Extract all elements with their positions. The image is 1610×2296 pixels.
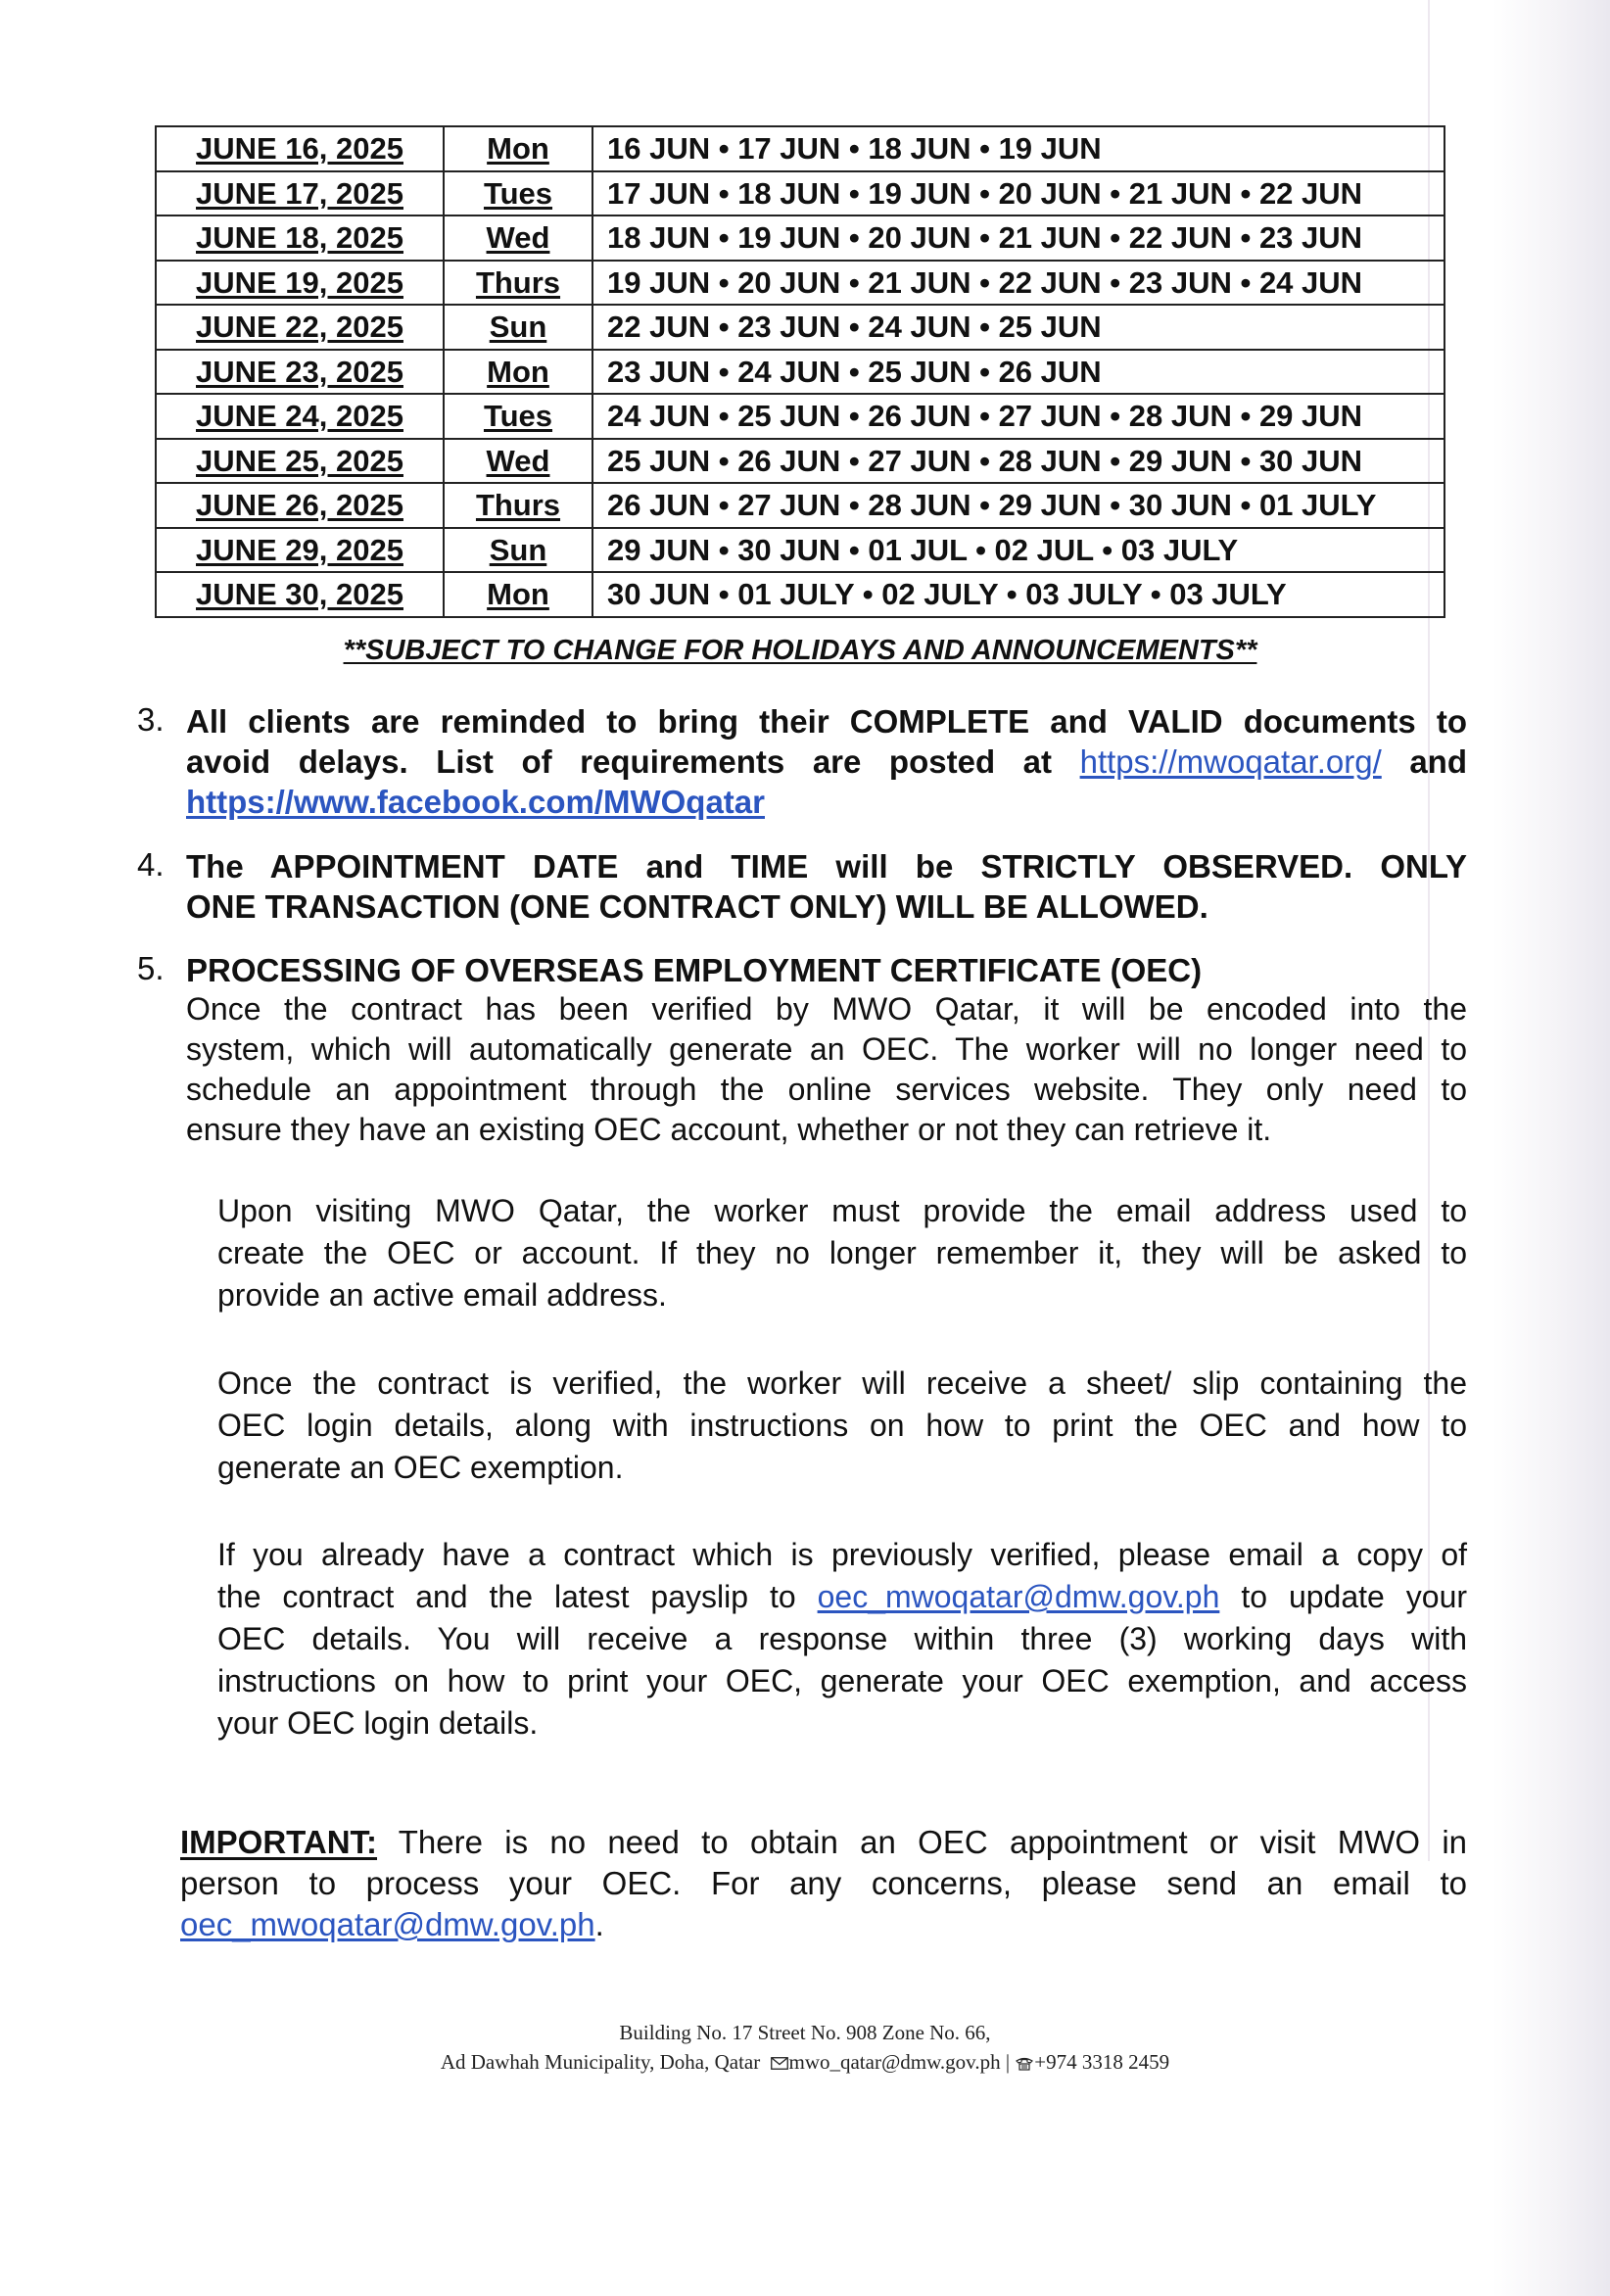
para-2-line-3: generate an OEC exemption. bbox=[217, 1450, 624, 1485]
office-footer bbox=[0, 2018, 1610, 2077]
para-1-line-1: Upon visiting MWO Qatar, the worker must provide the email address used to bbox=[217, 1193, 1467, 1228]
table-row bbox=[156, 126, 1444, 171]
schedule-day-cell: Sun bbox=[444, 528, 592, 573]
item-5-intro-line-4: ensure they have an existing OEC account, whether or not they can retrieve it. bbox=[186, 1112, 1272, 1147]
para-3-line-4: instructions on how to print your OEC, generate your OEC exemption, and access bbox=[217, 1663, 1467, 1698]
table-row bbox=[156, 528, 1444, 573]
footer-line-1: Building No. 17 Street No. 908 Zone No. 66, bbox=[619, 2021, 991, 2044]
schedule-sequence-cell: 22 JUN • 23 JUN • 24 JUN • 25 JUN bbox=[592, 305, 1444, 350]
item-5-paragraph-2 bbox=[217, 1363, 1467, 1489]
envelope-icon bbox=[771, 2057, 788, 2070]
item-3-line-2-text: avoid delays. List of requirements are posted at bbox=[186, 743, 1053, 780]
table-row bbox=[156, 439, 1444, 484]
footer-email[interactable]: mwo_qatar@dmw.gov.ph bbox=[788, 2050, 1001, 2074]
item-4-text bbox=[186, 846, 1467, 927]
item-5-paragraph-1 bbox=[217, 1190, 1467, 1316]
table-row bbox=[156, 171, 1444, 216]
item-3-text bbox=[186, 701, 1467, 822]
phone-icon bbox=[1015, 2056, 1034, 2071]
schedule-day-cell: Tues bbox=[444, 394, 592, 439]
schedule-date-cell: JUNE 26, 2025 bbox=[156, 483, 444, 528]
item-3-line-3 bbox=[186, 782, 1467, 822]
schedule-day-cell: Sun bbox=[444, 305, 592, 350]
item-3-and: and bbox=[1409, 743, 1467, 780]
oec-email-link[interactable]: oec_mwoqatar@dmw.gov.ph bbox=[817, 1579, 1220, 1614]
para-2-line-1: Once the contract is verified, the worker will receive a sheet/ slip containing the bbox=[217, 1365, 1467, 1401]
item-4-number: 4. bbox=[137, 846, 165, 883]
schedule-date-cell: JUNE 29, 2025 bbox=[156, 528, 444, 573]
table-row bbox=[156, 305, 1444, 350]
important-label: IMPORTANT: bbox=[180, 1824, 378, 1860]
item-5-heading: PROCESSING OF OVERSEAS EMPLOYMENT CERTIFICATE (OEC) bbox=[186, 952, 1203, 988]
schedule-table-body bbox=[156, 126, 1444, 617]
schedule-date-cell: JUNE 16, 2025 bbox=[156, 126, 444, 171]
para-1-line-3: provide an active email address. bbox=[217, 1277, 667, 1313]
schedule-sequence-cell: 24 JUN • 25 JUN • 26 JUN • 27 JUN • 28 JUN • 29 JUN bbox=[592, 394, 1444, 439]
table-row bbox=[156, 350, 1444, 395]
schedule-sequence-cell: 23 JUN • 24 JUN • 25 JUN • 26 JUN bbox=[592, 350, 1444, 395]
schedule-day-cell: Wed bbox=[444, 215, 592, 261]
schedule-day-cell: Mon bbox=[444, 572, 592, 617]
table-row bbox=[156, 261, 1444, 306]
item-4-line-2: ONE TRANSACTION (ONE CONTRACT ONLY) WILL BE ALLOWED. bbox=[186, 888, 1208, 925]
important-line-1-rest: There is no need to obtain an OEC appointment or visit MWO in bbox=[398, 1824, 1467, 1860]
schedule-day-cell: Mon bbox=[444, 126, 592, 171]
schedule-sequence-cell: 25 JUN • 26 JUN • 27 JUN • 28 JUN • 29 JUN • 30 JUN bbox=[592, 439, 1444, 484]
para-2-line-2: OEC login details, along with instructions on how to print the OEC and how to bbox=[217, 1408, 1467, 1443]
item-5-paragraph-3 bbox=[217, 1534, 1467, 1745]
item-5-number: 5. bbox=[137, 950, 165, 986]
item-5-intro-line-1: Once the contract has been verified by MWO Qatar, it will be encoded into the bbox=[186, 991, 1467, 1027]
footer-phone[interactable]: +974 3318 2459 bbox=[1034, 2050, 1170, 2074]
schedule-date-cell: JUNE 22, 2025 bbox=[156, 305, 444, 350]
schedule-day-cell: Mon bbox=[444, 350, 592, 395]
schedule-note: **SUBJECT TO CHANGE FOR HOLIDAYS AND ANNOUNCEMENTS** bbox=[343, 635, 1257, 666]
schedule-date-cell: JUNE 30, 2025 bbox=[156, 572, 444, 617]
schedule-sequence-cell: 29 JUN • 30 JUN • 01 JUL • 02 JUL • 03 JULY bbox=[592, 528, 1444, 573]
item-3-line-1: All clients are reminded to bring their COMPLETE and VALID documents to bbox=[186, 703, 1467, 740]
schedule-sequence-cell: 26 JUN • 27 JUN • 28 JUN • 29 JUN • 30 JUN • 01 JULY bbox=[592, 483, 1444, 528]
para-3-line-2-post: to update your bbox=[1241, 1579, 1468, 1614]
item-5-intro bbox=[186, 989, 1467, 1150]
schedule-date-cell: JUNE 17, 2025 bbox=[156, 171, 444, 216]
para-1-line-2: create the OEC or account. If they no longer remember it, they will be asked to bbox=[217, 1235, 1467, 1270]
table-row bbox=[156, 572, 1444, 617]
schedule-date-cell: JUNE 19, 2025 bbox=[156, 261, 444, 306]
para-3-line-1: If you already have a contract which is previously verified, please email a copy of bbox=[217, 1537, 1467, 1572]
schedule-sequence-cell: 19 JUN • 20 JUN • 21 JUN • 22 JUN • 23 JUN • 24 JUN bbox=[592, 261, 1444, 306]
footer-line-2 bbox=[0, 2047, 1610, 2077]
mwoqatar-website-link[interactable]: https://mwoqatar.org/ bbox=[1079, 743, 1382, 780]
important-email-link[interactable]: oec_mwoqatar@dmw.gov.ph bbox=[180, 1906, 595, 1942]
item-5-intro-line-3: schedule an appointment through the online services website. They only need to bbox=[186, 1072, 1467, 1107]
schedule-day-cell: Thurs bbox=[444, 261, 592, 306]
schedule-date-cell: JUNE 23, 2025 bbox=[156, 350, 444, 395]
para-3-line-2 bbox=[217, 1576, 1467, 1618]
para-3-line-3: OEC details. You will receive a response within three (3) working days with bbox=[217, 1621, 1467, 1656]
para-3-line-2-pre: the contract and the latest payslip to bbox=[217, 1579, 796, 1614]
schedule-date-cell: JUNE 24, 2025 bbox=[156, 394, 444, 439]
schedule-sequence-cell: 17 JUN • 18 JUN • 19 JUN • 20 JUN • 21 JUN • 22 JUN bbox=[592, 171, 1444, 216]
item-3-line-2 bbox=[186, 741, 1467, 782]
footer-address: Ad Dawhah Municipality, Doha, Qatar bbox=[440, 2050, 761, 2074]
schedule-sequence-cell: 18 JUN • 19 JUN • 20 JUN • 21 JUN • 22 JUN • 23 JUN bbox=[592, 215, 1444, 261]
schedule-sequence-cell: 16 JUN • 17 JUN • 18 JUN • 19 JUN bbox=[592, 126, 1444, 171]
facebook-mwoqatar-link[interactable]: https://www.facebook.com/MWOqatar bbox=[186, 784, 765, 820]
table-row bbox=[156, 483, 1444, 528]
item-4-line-1: The APPOINTMENT DATE and TIME will be STRICTLY OBSERVED. ONLY bbox=[186, 848, 1467, 885]
schedule-day-cell: Wed bbox=[444, 439, 592, 484]
scan-edge-shadow bbox=[1492, 0, 1610, 2296]
important-line-1 bbox=[180, 1822, 1467, 1863]
item-3-number: 3. bbox=[137, 701, 165, 738]
schedule-day-cell: Thurs bbox=[444, 483, 592, 528]
schedule-date-cell: JUNE 25, 2025 bbox=[156, 439, 444, 484]
schedule-sequence-cell: 30 JUN • 01 JULY • 02 JULY • 03 JULY • 03 JULY bbox=[592, 572, 1444, 617]
table-row bbox=[156, 394, 1444, 439]
important-line-3 bbox=[180, 1904, 1467, 1945]
item-5-intro-line-2: system, which will automatically generate an OEC. The worker will no longer need to bbox=[186, 1031, 1467, 1067]
appointment-schedule-table bbox=[155, 125, 1445, 618]
schedule-day-cell: Tues bbox=[444, 171, 592, 216]
important-period: . bbox=[594, 1906, 604, 1942]
para-3-line-5: your OEC login details. bbox=[217, 1705, 539, 1741]
table-row bbox=[156, 215, 1444, 261]
footer-separator: | bbox=[1005, 2050, 1011, 2074]
schedule-date-cell: JUNE 18, 2025 bbox=[156, 215, 444, 261]
important-line-2: person to process your OEC. For any concerns, please send an email to bbox=[180, 1865, 1467, 1901]
important-notice bbox=[180, 1822, 1467, 1945]
